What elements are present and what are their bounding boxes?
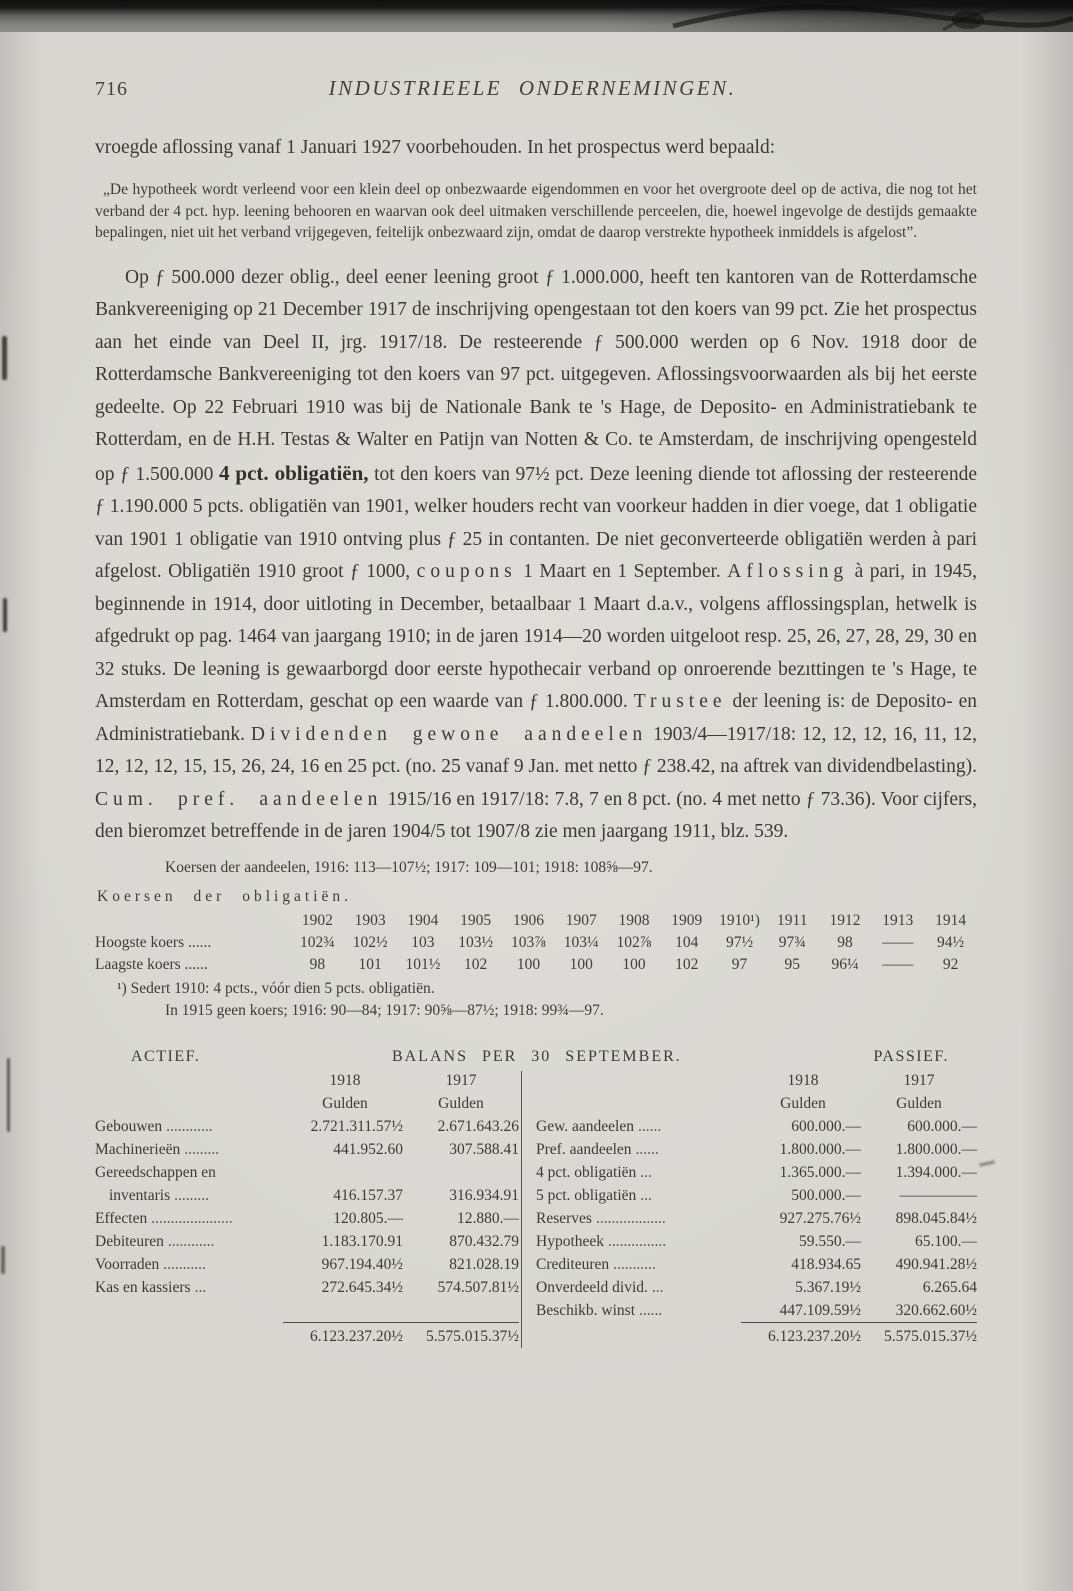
spaced-run: Aflossing	[727, 561, 849, 582]
text-run: der leening is: de Deposito- en Administratiebank.	[95, 691, 977, 745]
currency-label: Gulden	[438, 1094, 484, 1112]
balance-row	[536, 1161, 977, 1184]
balans-columns	[95, 1069, 977, 1348]
koers-value: ——	[882, 933, 914, 951]
year-label: 1904	[407, 911, 439, 929]
balance-row-label: Gereedschappen en	[95, 1163, 216, 1181]
column-year: 1917	[445, 1071, 477, 1089]
value-1918	[287, 1161, 403, 1184]
balance-row	[536, 1184, 977, 1207]
koers-value: ——	[882, 955, 914, 973]
value-1917: 2.671.643.26	[437, 1117, 519, 1135]
koers-value: 102¾	[299, 933, 335, 951]
scan-edge-artifact	[0, 0, 1073, 32]
koers-value: 101½	[405, 955, 441, 973]
dot-leader: .........	[174, 1186, 209, 1204]
balance-row	[95, 1253, 519, 1276]
year-label: 1913	[882, 911, 914, 929]
dot-leader: ......	[635, 1140, 659, 1158]
value-1917	[403, 1161, 519, 1184]
balance-row-label: Kas en kassiers	[95, 1278, 191, 1296]
year-spacer	[540, 1069, 741, 1092]
currency-spacer	[99, 1092, 283, 1115]
dot-leader: .....................	[151, 1209, 233, 1227]
balance-row	[536, 1276, 977, 1299]
balance-row-label: inventaris	[109, 1186, 171, 1204]
koers-value: 95	[784, 955, 801, 973]
passief-label: PASSIEF.	[873, 1047, 949, 1065]
koers-value: 102	[675, 955, 699, 973]
balance-row	[95, 1184, 519, 1207]
value-1917: —————	[899, 1186, 977, 1204]
value-1918: 1.183.170.91	[321, 1232, 403, 1250]
text-run: 1903/4—1917/18: 12, 12, 12, 16, 11, 12, 12, 12, 12, 15, 15, 26, 24, 16 en 25 pct. (no. 25 vanaf 9 Jan. met netto ƒ 238.42, na aftrek van dividendbelasting).	[95, 723, 977, 777]
running-title: INDUSTRIEELE ONDERNEMINGEN.	[328, 76, 737, 100]
koers-value: 100	[569, 955, 593, 973]
value-1918: 1.800.000.—	[779, 1140, 861, 1158]
text-run: Op ƒ 500.000 dezer oblig., deel eener leening groot ƒ 1.000.000, heeft ten kantoren van de Rotterdamsche Bankvereeniging op 21 December 1917 de inschrijving opengestaan tot den koers van 99 pct. Zie het prospectus aan het einde van Deel II, jrg. 1917/18. De resteerende ƒ 500.000 werden op 6 Nov. 1918 door de Rotterdamsche Bankvereeniging tot den koers van 97 pct. uitgegeven. Aflossingsvoorwaarden als bij het eerste gedeelte. Op 22 Februari 1910 was bij de Nationale Bank te 's Hage, de Deposito- en Administratiebank te Rotterdam, en de H.H. Testas & Walter en Patijn van Notten & Co. te Amsterdam, de inschrijving opengesteld op ƒ 1.500.000	[95, 266, 977, 485]
value-1917: 65.100.—	[915, 1232, 977, 1250]
actief-currency-row	[95, 1092, 519, 1115]
actief-year-row	[95, 1069, 519, 1092]
year-label: 1912	[829, 911, 861, 929]
prospectus-quote: „De hypotheek wordt verleend voor een klein deel op onbezwaarde eigendommen en voor het overgroote deel op de activa, die nog tot het verband der 4 pct. hyp. leening behooren en waarvan ook deel uitmaken verschillende perceelen, die, hoewel ingevolge de destijds gemaakte bepalingen, niet uit het verband vrijgegeven, feitelijk onbezwaard zijn, omdat de daarop verstrekte hypotheek inmiddels is afgelost”.	[95, 181, 977, 241]
koersen-obligatien-heading: Koersen der obligatiën.	[97, 887, 353, 905]
koers-row-label: Laagste koers ......	[95, 955, 208, 973]
dot-leader: ...	[194, 1278, 207, 1296]
value-1918: 2.721.311.57½	[310, 1117, 403, 1135]
balans-title: BALANS PER 30 SEPTEMBER.	[391, 1047, 682, 1065]
dot-leader: ...........	[163, 1255, 206, 1273]
dot-leader: ...	[651, 1278, 664, 1296]
koers-value: 102⅞	[616, 933, 652, 951]
year-label: 1905	[460, 911, 492, 929]
column-divider	[521, 1071, 522, 1348]
dot-leader: ...........	[613, 1255, 656, 1273]
balance-row	[95, 1276, 519, 1299]
balance-row	[536, 1115, 977, 1138]
page-number: 716	[95, 78, 128, 100]
value-1918: 1.365.000.—	[779, 1163, 861, 1181]
intro-paragraph: vroegde aflossing vanaf 1 Januari 1927 voorbehouden. In het prospectus werd bepaald:	[95, 137, 776, 158]
table-year-header	[95, 910, 977, 932]
value-1918: 418.934.65	[791, 1255, 861, 1273]
value-1917: 307.588.41	[449, 1140, 519, 1158]
koers-row	[95, 954, 977, 976]
body-paragraph	[95, 262, 977, 849]
value-1918: 500.000.—	[791, 1186, 861, 1204]
koers-value: 100	[622, 955, 646, 973]
koers-value: 100	[516, 955, 541, 973]
dot-leader: ...............	[608, 1232, 667, 1250]
koers-value: 103	[411, 933, 435, 951]
value-1918: 927.275.76½	[779, 1209, 861, 1227]
koers-row-label: Hoogste koers ......	[95, 933, 212, 951]
footnote-sedert-1910: ¹) Sedert 1910: 4 pcts., vóór dien 5 pcts. obligatiën.	[117, 979, 435, 997]
page-header	[95, 76, 977, 101]
total-1918: 6.123.237.20½	[310, 1327, 403, 1345]
value-1918: 967.194.40½	[321, 1255, 403, 1273]
balance-row-label: Gew. aandeelen	[536, 1117, 634, 1135]
value-1918: 447.109.59½	[779, 1301, 861, 1319]
year-label: 1914	[935, 911, 967, 929]
year-spacer	[99, 1069, 283, 1092]
koers-value: 104	[675, 933, 699, 951]
koers-value: 102½	[352, 933, 388, 951]
actief-total-row	[95, 1325, 519, 1348]
dot-leader	[220, 1161, 283, 1184]
passief-total-row	[536, 1325, 977, 1348]
balans-header-row	[95, 1048, 977, 1066]
spaced-run: Dividenden gewone aandeelen	[250, 723, 648, 745]
currency-spacer	[540, 1092, 741, 1115]
total-1917: 5.575.015.37½	[884, 1327, 977, 1345]
koers-value: 96¼	[831, 955, 859, 973]
year-label: 1906	[512, 911, 544, 929]
column-year: 1917	[903, 1071, 935, 1089]
balance-row	[95, 1138, 519, 1161]
value-1917: 870.432.79	[449, 1232, 519, 1250]
balance-row-label: Hypotheek	[536, 1232, 605, 1250]
koers-row	[95, 932, 977, 954]
dot-leader: .........	[184, 1140, 220, 1158]
total-1917: 5.575.015.37½	[426, 1327, 519, 1345]
column-year: 1918	[787, 1071, 819, 1089]
passief-currency-row	[536, 1092, 977, 1115]
balance-row-label: Debiteuren	[95, 1232, 164, 1250]
value-1918: 5.367.19½	[795, 1278, 861, 1296]
dot-leader: ......	[639, 1301, 663, 1319]
value-1917: 490.941.28½	[895, 1255, 977, 1273]
balance-row-label: Reserves	[536, 1209, 592, 1227]
value-1917: 6.265.64	[922, 1278, 977, 1296]
koers-value: 98	[309, 955, 326, 973]
value-1917: 574.507.81½	[437, 1278, 519, 1296]
balance-row	[95, 1207, 519, 1230]
value-1917: 1.394.000.—	[895, 1163, 977, 1181]
column-year: 1918	[329, 1071, 361, 1089]
balance-row	[95, 1115, 519, 1138]
balance-row	[536, 1207, 977, 1230]
balance-row-label: Crediteuren	[536, 1255, 610, 1273]
text-run: tot den koers van 97½ pct. Deze leening diende tot aflossing der resteerende ƒ 1.190.000 5 pcts. obligatiën van 1901, welker houders recht van voorkeur hadden in dier voege, dat 1 obligatie van 1901 1 obligatie van 1910 ontving plus ƒ 25 in contanten. De niet geconverteerde obligatiën werden à pari afgelost. Obligatiën 1910 groot ƒ 1000,	[95, 463, 977, 582]
footnote-geen-koers: In 1915 geen koers; 1916: 90—84; 1917: 90⅝—87½; 1918: 99¾—97.	[165, 1001, 604, 1019]
value-1917: 600.000.—	[907, 1117, 977, 1135]
balance-row-label: Voorraden	[95, 1255, 160, 1273]
balance-row	[536, 1299, 977, 1322]
value-1918: 416.157.37	[333, 1186, 403, 1204]
currency-label: Gulden	[322, 1094, 368, 1112]
page-content	[0, 76, 1073, 1348]
text-run: 1 Maart en 1 September.	[516, 561, 728, 582]
value-1917: 320.662.60½	[895, 1301, 977, 1319]
year-label: 1909	[671, 911, 703, 929]
balans-section	[95, 1048, 977, 1348]
dot-leader: ............	[166, 1117, 213, 1135]
value-1918: 120.805.—	[333, 1209, 403, 1227]
koers-value: 94½	[937, 933, 965, 951]
koersen-section	[95, 857, 977, 1022]
balance-row-label: Onverdeeld divid.	[536, 1278, 648, 1296]
value-1918: 272.645.34½	[321, 1278, 403, 1296]
koersen-aandeelen-line: Koersen der aandeelen, 1916: 113—107½; 1917: 109—101; 1918: 108⅝—97.	[165, 858, 653, 876]
koers-value: 103¼	[563, 933, 599, 951]
koers-value: 97½	[725, 933, 754, 951]
dot-leader: ......	[637, 1117, 662, 1135]
value-1918: 59.550.—	[799, 1232, 861, 1250]
balance-row-label: 4 pct. obligatiën	[536, 1163, 637, 1181]
value-1917: 12.880.—	[457, 1209, 519, 1227]
koers-value: 101	[358, 955, 382, 973]
dot-leader: ...	[640, 1186, 652, 1204]
balance-row-label: Beschikb. winst	[536, 1301, 636, 1319]
currency-label: Gulden	[896, 1094, 942, 1112]
year-label: 1903	[354, 911, 386, 929]
text-run: à pari, in 1945, beginnende in 1914, door uitloting in December, betaalbaar 1 Maart d.a.v., volgens afflossingsplan, hetwelk is afgedrukt op pag. 1464 van jaargang 1910; in de jaren 1914—20 worden uitgeloot resp. 25, 26, 27, 28, 29, 30 en 32 stuks. De leəning is gewaarborgd door eerste hypothecair verband op onroerende bezıttingen te 's Hage, te Amsterdam en Rotterdam, geschat op een waarde van ƒ 1.800.000.	[95, 561, 978, 712]
value-1917: 898.045.84½	[895, 1209, 977, 1227]
spaced-run: Cum. pref. aandeelen	[95, 788, 383, 810]
koers-value: 103⅞	[511, 933, 546, 951]
koers-value: 98	[837, 933, 853, 951]
scan-curve-marks	[613, 0, 1073, 32]
balance-row-label: Gebouwen	[95, 1117, 163, 1135]
actief-label: ACTIEF.	[131, 1047, 201, 1065]
value-1918: 441.952.60	[333, 1140, 403, 1158]
year-label: 1910¹)	[719, 911, 760, 929]
balance-row-label: 5 pct. obligatiën	[536, 1186, 637, 1204]
value-1918: 600.000.—	[791, 1117, 861, 1135]
balance-row	[536, 1230, 977, 1253]
dot-leader: ...	[640, 1163, 652, 1181]
year-header-spacer	[95, 910, 291, 932]
value-1917: 821.028.19	[449, 1255, 519, 1273]
currency-label: Gulden	[780, 1094, 826, 1112]
year-label: 1911	[777, 911, 808, 929]
dot-leader: ..................	[595, 1209, 666, 1227]
balance-row	[95, 1161, 519, 1184]
text-run: 1915/16 en 1917/18: 7.8, 7 en 8 pct. (no. 4 met netto ƒ 73.36). Voor cijfers, den bieromzet betreffende in de jaren 1904/5 tot 1907/8 zie men jaargang 1911, blz. 539.	[95, 788, 977, 842]
spaced-run: Trustee	[633, 691, 727, 712]
balance-row-label: Effecten	[95, 1209, 148, 1227]
koers-value: 97	[731, 955, 748, 973]
spaced-run: coupons	[416, 561, 517, 582]
koersen-obligatien-table	[95, 910, 977, 976]
balance-row	[536, 1138, 977, 1161]
koers-value: 102	[464, 955, 488, 973]
bold-run: 4 pct. obligatiën,	[218, 460, 369, 485]
passief-year-row	[536, 1069, 977, 1092]
dot-leader: ............	[167, 1232, 215, 1250]
koers-value: 103½	[458, 933, 494, 951]
total-1918: 6.123.237.20½	[768, 1327, 861, 1345]
year-label: 1907	[565, 911, 597, 929]
value-1917: 1.800.000.—	[895, 1140, 977, 1158]
koers-value: 92	[942, 955, 959, 973]
balance-row-label: Machinerieën	[95, 1140, 181, 1158]
actief-column	[95, 1069, 519, 1348]
passief-column	[524, 1069, 977, 1348]
balance-row	[536, 1253, 977, 1276]
balance-row	[95, 1230, 519, 1253]
balance-row-label: Pref. aandeelen	[536, 1140, 632, 1158]
value-1917: 316.934.91	[449, 1186, 519, 1204]
year-label: 1908	[618, 911, 650, 929]
koers-value: 97¾	[778, 933, 806, 951]
year-label: 1902	[301, 911, 333, 929]
